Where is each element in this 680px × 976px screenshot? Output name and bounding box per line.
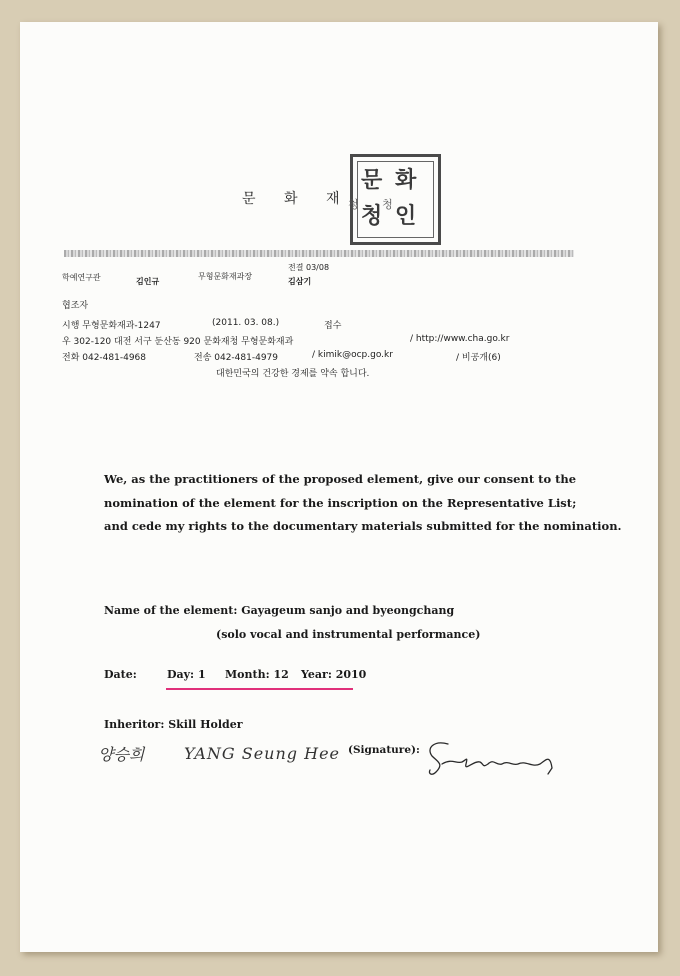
- header-divider: [64, 250, 574, 257]
- disclosure-status: / 비공개(6): [456, 353, 501, 363]
- handwritten-korean-name: 양승희: [98, 745, 145, 764]
- consent-line-1: We, as the practitioners of the proposed element, give our consent to the: [104, 472, 577, 486]
- official-seal: 문 화 청 인: [350, 154, 441, 245]
- element-subtitle: (solo vocal and instrumental performance): [216, 628, 481, 641]
- decision-note: 전결 03/08: [288, 263, 330, 272]
- enforcement-date: (2011. 03. 08.): [212, 318, 280, 328]
- date-label: Date:: [104, 668, 137, 681]
- fax-number: 전송 042-481-4979: [194, 353, 279, 363]
- title-overprint: 청 청: [348, 198, 403, 211]
- date-underline: [166, 688, 353, 690]
- postal-address: 우 302-120 대전 서구 둔산동 920 문화재청 무형문화재과: [62, 337, 294, 347]
- signature-scribble: [422, 734, 572, 778]
- director-name: 김삼기: [288, 277, 312, 286]
- date-day: Day: 1: [167, 668, 206, 681]
- element-name: Name of the element: Gayageum sanjo and byeongchang: [104, 604, 455, 617]
- signature-label: (Signature):: [348, 744, 420, 756]
- slogan: 대한민국의 건강한 경제를 약속 합니다.: [216, 369, 370, 379]
- inheritor-label: Inheritor: Skill Holder: [104, 718, 243, 731]
- website-link: / http://www.cha.go.kr: [410, 334, 510, 344]
- researcher-role: 학예연구관: [62, 273, 101, 282]
- agency-title: 문 화 재: [242, 191, 352, 207]
- phone-number: 전화 042-481-4968: [62, 353, 147, 363]
- researcher-name: 김인규: [136, 277, 160, 286]
- date-year: Year: 2010: [301, 668, 367, 681]
- consent-line-3: and cede my rights to the documentary materials submitted for the nomination.: [104, 519, 622, 533]
- consent-line-2: nomination of the element for the inscription on the Representative List;: [104, 496, 577, 510]
- email-address: / kimik@ocp.go.kr: [312, 350, 393, 360]
- handwritten-english-name: YANG Seung Hee: [184, 744, 340, 763]
- receipt-label: 접수: [324, 321, 342, 331]
- document-page: [20, 22, 658, 952]
- enforcement-number: 시행 무형문화재과-1247: [62, 321, 161, 331]
- date-month: Month: 12: [225, 668, 289, 681]
- director-role: 무형문화재과장: [198, 272, 253, 281]
- cooperator-label: 협조자: [62, 301, 89, 311]
